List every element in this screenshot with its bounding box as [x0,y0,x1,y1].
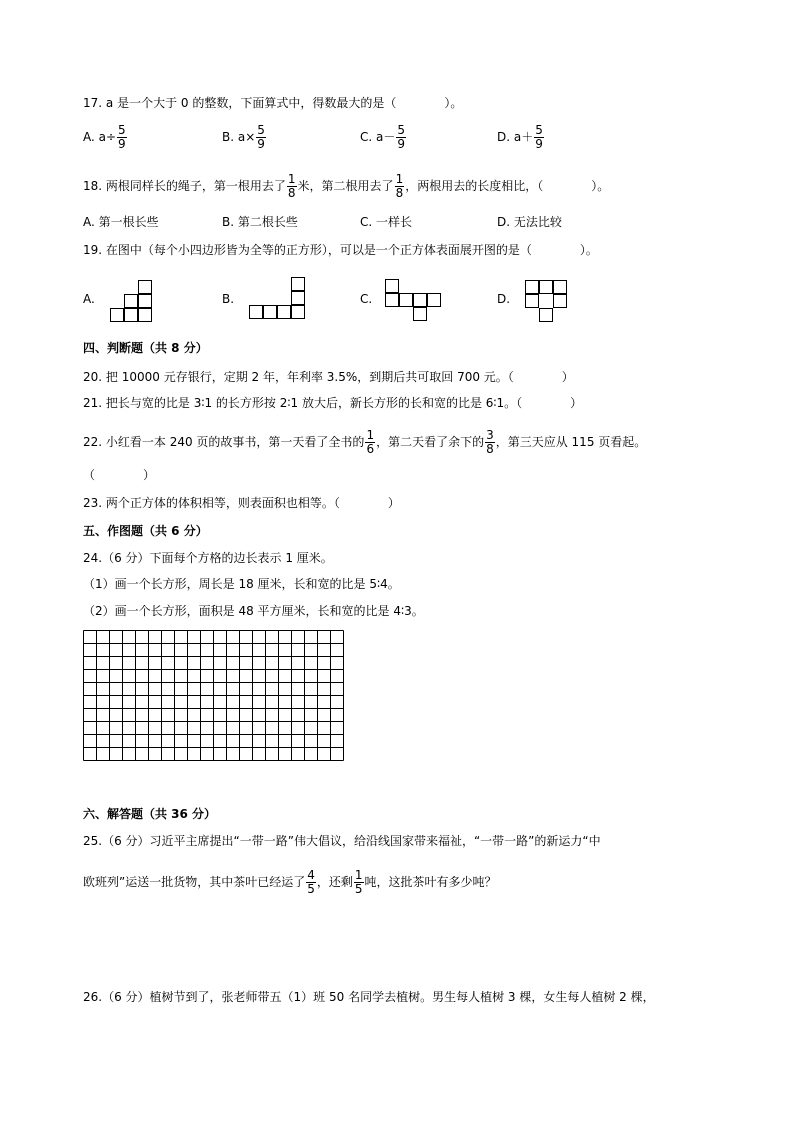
q19-option-a[interactable]: A. [83,292,95,306]
fraction: $\frac{1}{8}$ [395,172,404,200]
q17-option-c[interactable] [360,124,407,151]
question-19: 19. 在图中（每个小四边形皆为全等的正方形），可以是一个正方体表面展开图的是（ ）。 [83,243,598,257]
fraction: $\frac{1}{5}$ [354,868,363,896]
fraction: $\frac{4}{5}$ [307,868,315,896]
section-4-title: 四、判断题（共 8 分） [83,341,208,355]
q19-option-c[interactable]: C. [360,292,373,306]
fraction: $\frac{3}{8}$ [486,428,494,456]
question-22: 22. 小红看一本 240 页的故事书，第一天看了全书的 $\frac{1}{6}$ ，第二天看了余下的 $\frac{3}{8}$ ，第三天应从 115 页看起。 [83,428,647,456]
q24-subquestion-2: （2）画一个长方形，面积是 48 平方厘米，长和宽的比是 4∶3。 [83,604,424,618]
q17-option-b[interactable] [222,124,267,151]
question-26: 26.（6 分）植树节到了，张老师带五（1）班 50 名同学去植树。男生每人植树 3 棵，女生每人植树 2 棵， [83,990,655,1004]
q17-option-a[interactable] [83,124,128,151]
q19-option-b[interactable]: B. [222,292,235,306]
option-label: D. a＋ [497,130,534,144]
question-18: 18. 两根同样长的绳子，第一根用去了 $\frac{1}{8}$ 米，第二根用去了 $\frac{1}{8}$ ，两根用去的长度相比，（ ）。 [83,172,610,200]
q24-subquestion-1: （1）画一个长方形，周长是 18 厘米，长和宽的比是 5∶4。 [83,577,400,591]
option-label: B. a× [222,130,256,144]
option-label: C. a－ [360,130,396,144]
question-24: 24.（6 分）下面每个方格的边长表示 1 厘米。 [83,551,333,565]
q18-option-a[interactable]: A. 第一根长些 [83,215,159,229]
fraction: $\frac{1}{6}$ [366,428,375,456]
q18-option-d[interactable]: D. 无法比较 [497,215,562,229]
question-25-line-1: 25.（6 分）习近平主席提出“一带一路”伟大倡议，给沿线国家带来福祉，“一带一路”的新运力“中 [83,834,601,848]
fraction: $\frac{1}{8}$ [287,172,296,200]
section-5-title: 五、作图题（共 6 分） [83,524,208,538]
q19-option-d[interactable]: D. [497,292,511,306]
question-23: 23. 两个正方体的体积相等，则表面积也相等。（ ） [83,496,400,510]
fraction: $\frac{5}{9}$ [257,123,265,151]
q18-option-b[interactable]: B. 第二根长些 [222,215,298,229]
question-20: 20. 把 10000 元存银行，定期 2 年，年利率 3.5%，到期后共可取回 700 元。（ ） [83,370,574,384]
q17-option-d[interactable] [497,124,545,151]
fraction: $\frac{5}{9}$ [397,123,406,151]
drawing-grid[interactable] [83,630,345,764]
option-label: A. a÷ [83,130,117,144]
q18-option-c[interactable]: C. 一样长 [360,215,413,229]
question-25-line-2: 欧班列”运送一批货物，其中茶叶已经运了 $\frac{4}{5}$ ，还剩 $\frac{1}{5}$ 吨，这批茶叶有多少吨？ [83,868,497,896]
fraction: $\frac{5}{9}$ [118,123,126,151]
question-17: 17. a 是一个大于 0 的整数，下面算式中，得数最大的是（ ）。 [83,96,463,110]
fraction: $\frac{5}{9}$ [535,123,543,151]
question-21: 21. 把长与宽的比是 3∶1 的长方形按 2∶1 放大后，新长方形的长和宽的比是 6∶1。（ ） [83,396,583,410]
section-6-title: 六、解答题（共 36 分） [83,807,217,821]
q22-answer-blank[interactable]: （ ） [83,468,156,482]
